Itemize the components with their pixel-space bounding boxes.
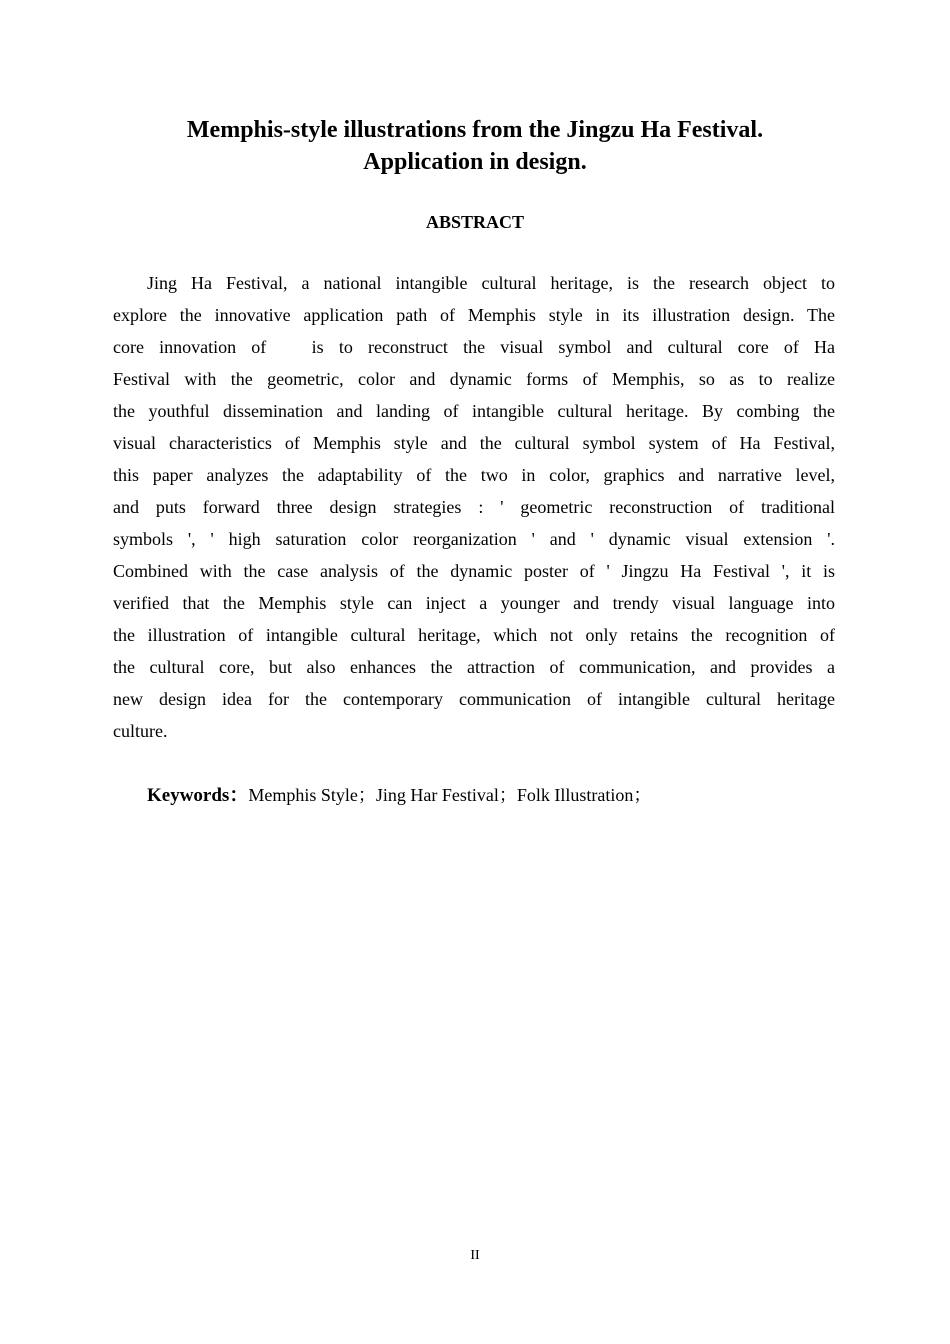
abstract-line: symbols ', ' high saturation color reorganization ' and ' dynamic visual extension '. xyxy=(113,529,835,549)
abstract-line: verified that the Memphis style can inject a younger and trendy visual language into xyxy=(113,593,835,613)
abstract-line: Festival with the geometric, color and dynamic forms of Memphis, so as to realize xyxy=(113,369,835,389)
title-line-2: Application in design. xyxy=(363,149,587,175)
abstract-line: the illustration of intangible cultural heritage, which not only retains the recognition of xyxy=(113,625,835,645)
abstract-line: and puts forward three design strategies : ' geometric reconstruction of traditional xyxy=(113,497,835,517)
title-line-1: Memphis-style illustrations from the Jingzu Ha Festival. xyxy=(186,117,764,143)
abstract-body xyxy=(113,267,835,747)
abstract-line: culture. xyxy=(113,721,168,741)
abstract-line: core innovation of is to reconstruct the visual symbol and cultural core of Ha xyxy=(113,337,835,357)
abstract-line: Jing Ha Festival, a national intangible cultural heritage, is the research object to xyxy=(147,273,835,293)
abstract-line: new design idea for the contemporary communication of intangible cultural heritage xyxy=(113,689,835,709)
abstract-line: Combined with the case analysis of the dynamic poster of ' Jingzu Ha Festival ', it is xyxy=(113,561,835,581)
abstract-line: visual characteristics of Memphis style and the cultural symbol system of Ha Festival, xyxy=(113,433,835,453)
keywords xyxy=(147,780,847,811)
abstract-line: explore the innovative application path of Memphis style in its illustration design. The xyxy=(113,305,835,325)
abstract-line: the cultural core, but also enhances the attraction of communication, and provides a xyxy=(113,657,835,677)
abstract-line: the youthful dissemination and landing of intangible cultural heritage. By combing the xyxy=(113,401,835,421)
keywords-label: Keywords： xyxy=(147,785,249,806)
abstract-heading: ABSTRACT xyxy=(425,212,525,232)
abstract-line: this paper analyzes the adaptability of the two in color, graphics and narrative level, xyxy=(113,465,835,485)
keywords-text: Memphis Style；Jing Har Festival；Folk Illustration； xyxy=(248,785,652,805)
page-number: II xyxy=(470,1248,480,1263)
